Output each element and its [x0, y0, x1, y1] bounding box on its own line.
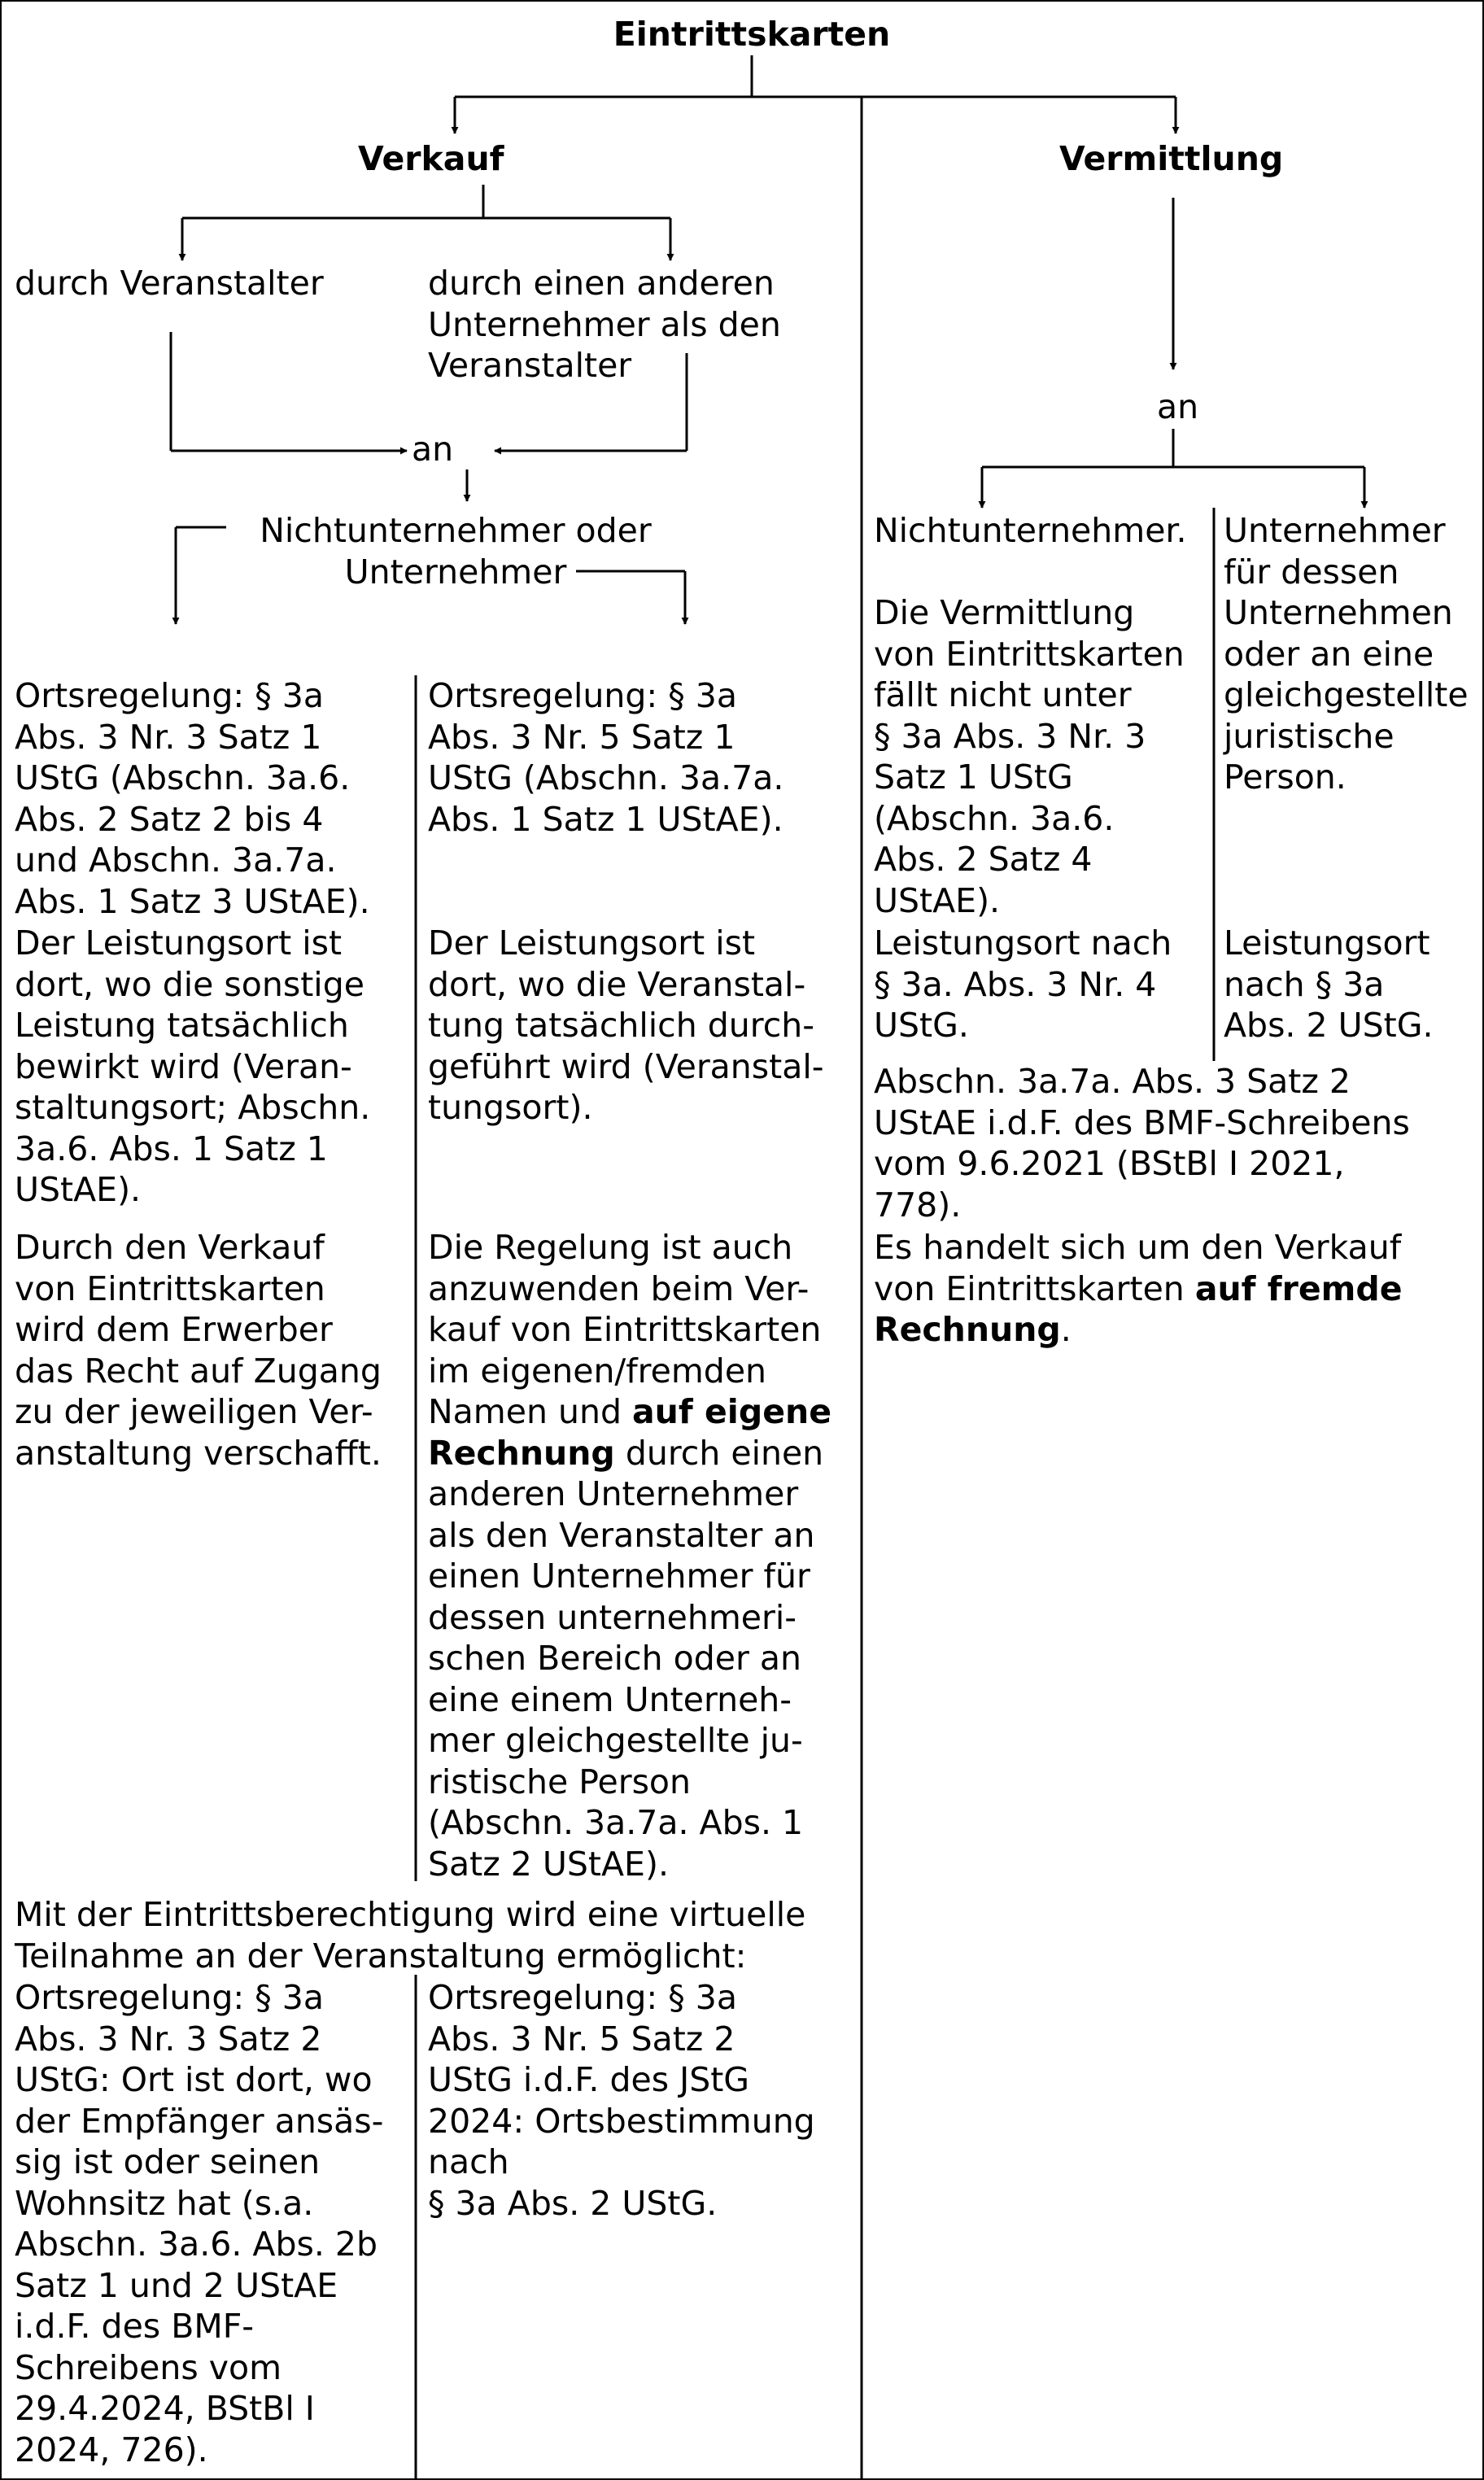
- diagram-title: Eintrittskarten: [613, 15, 891, 54]
- by-organizer-label: durch Veranstalter: [15, 264, 324, 303]
- auf-eigene-rechnung-bold: auf eigene Rechnung: [428, 1392, 831, 1473]
- vermittlung-left-note: Die Vermittlung von Eintrittskarten fällt nicht unter § 3a Abs. 3 Nr. 3 Satz 1 UStG (Abschn. 3a.6. Abs. 2 Satz 4 UStAE).: [874, 593, 1185, 920]
- virtual-left-ortsregelung: Ortsregelung: § 3a Abs. 3 Nr. 3 Satz 2 UStG: Ort ist dort, wo der Empfänger ansäs- sig ist oder seinen Wohnsitz hat (s.a. Abschn. 3a.6. Abs. 2b Satz 1 und 2 UStAE i.d.F. des BMF- Schreibens vom 29.4.2024, BStBl I 2024, 726).: [15, 1978, 384, 2469]
- vermittlung-fremde-rechnung: Es handelt sich um den Verkauf von Eintrittskarten auf fremde Rechnung.: [874, 1228, 1403, 1349]
- vermittlung-abschn: Abschn. 3a.7a. Abs. 3 Satz 2 UStAE i.d.F. des BMF-Schreibens vom 9.6.2021 (BStBl I 2021, 778).: [874, 1062, 1410, 1225]
- right-regelung: Die Regelung ist auch anzuwenden beim Ver- kauf von Eintrittskarten im eigenen/fremden Namen und auf eigene Rechnung durch einen anderen Unternehmer als den Veranstalter an einen Unternehmer für dessen unternehmeri- schen Bereich oder an eine einem Unterneh- mer gleichgestellte ju- ristische Person (Abschn. 3a.7a. Abs. 1 Satz 2 UStAE).: [428, 1228, 831, 1884]
- recipients-label: Nichtunternehmer oder Unternehmer: [260, 511, 652, 592]
- right-leistungsort: Der Leistungsort ist dort, wo die Veranstal- tung tatsächlich durch- geführt wird (Veranstal- tungsort).: [428, 923, 824, 1127]
- right-ortsregelung: Ortsregelung: § 3a Abs. 3 Nr. 5 Satz 1 UStG (Abschn. 3a.7a. Abs. 1 Satz 1 UStAE).: [428, 676, 784, 839]
- virtual-right-ortsregelung: Ortsregelung: § 3a Abs. 3 Nr. 5 Satz 2 UStG i.d.F. des JStG 2024: Ortsbestimmung nach § 3a Abs. 2 UStG.: [428, 1978, 815, 2223]
- vermittlung-left-leistungsort: Leistungsort nach § 3a. Abs. 3 Nr. 4 UStG.: [874, 923, 1172, 1045]
- auf-fremde-rechnung-bold: auf fremde Rechnung: [874, 1268, 1403, 1349]
- an-label-verkauf: an: [412, 430, 454, 469]
- vermittlung-right-leistungsort: Leistungsort nach § 3a Abs. 2 UStG.: [1224, 923, 1434, 1045]
- by-other-label: durch einen anderen Unternehmer als den Veranstalter: [428, 264, 781, 385]
- verkauf-heading: Verkauf: [358, 139, 504, 178]
- vermittlung-heading: Vermittlung: [1059, 139, 1284, 178]
- vermittlung-left-title: Nichtunternehmer.: [874, 511, 1187, 550]
- vermittlung-right-title: Unternehmer für dessen Unternehmen oder an eine gleichgestellte juristische Person.: [1224, 511, 1469, 797]
- virtual-participation-text: Mit der Eintrittsberechtigung wird eine virtuelle Teilnahme an der Veranstaltung ermöglicht:: [15, 1895, 806, 1976]
- an-label-vermittlung: an: [1157, 387, 1199, 426]
- left-zugang: Durch den Verkauf von Eintrittskarten wird dem Erwerber das Recht auf Zugang zu der jeweiligen Ver- anstaltung verschafft.: [15, 1228, 382, 1473]
- left-leistungsort: Der Leistungsort ist dort, wo die sonstige Leistung tatsächlich bewirkt wird (Veran- staltungsort; Abschn. 3a.6. Abs. 1 Satz 1 UStAE).: [15, 923, 371, 1209]
- left-ortsregelung: Ortsregelung: § 3a Abs. 3 Nr. 3 Satz 1 UStG (Abschn. 3a.6. Abs. 2 Satz 2 bis 4 und Abschn. 3a.7a. Abs. 1 Satz 3 UStAE).: [15, 676, 370, 921]
